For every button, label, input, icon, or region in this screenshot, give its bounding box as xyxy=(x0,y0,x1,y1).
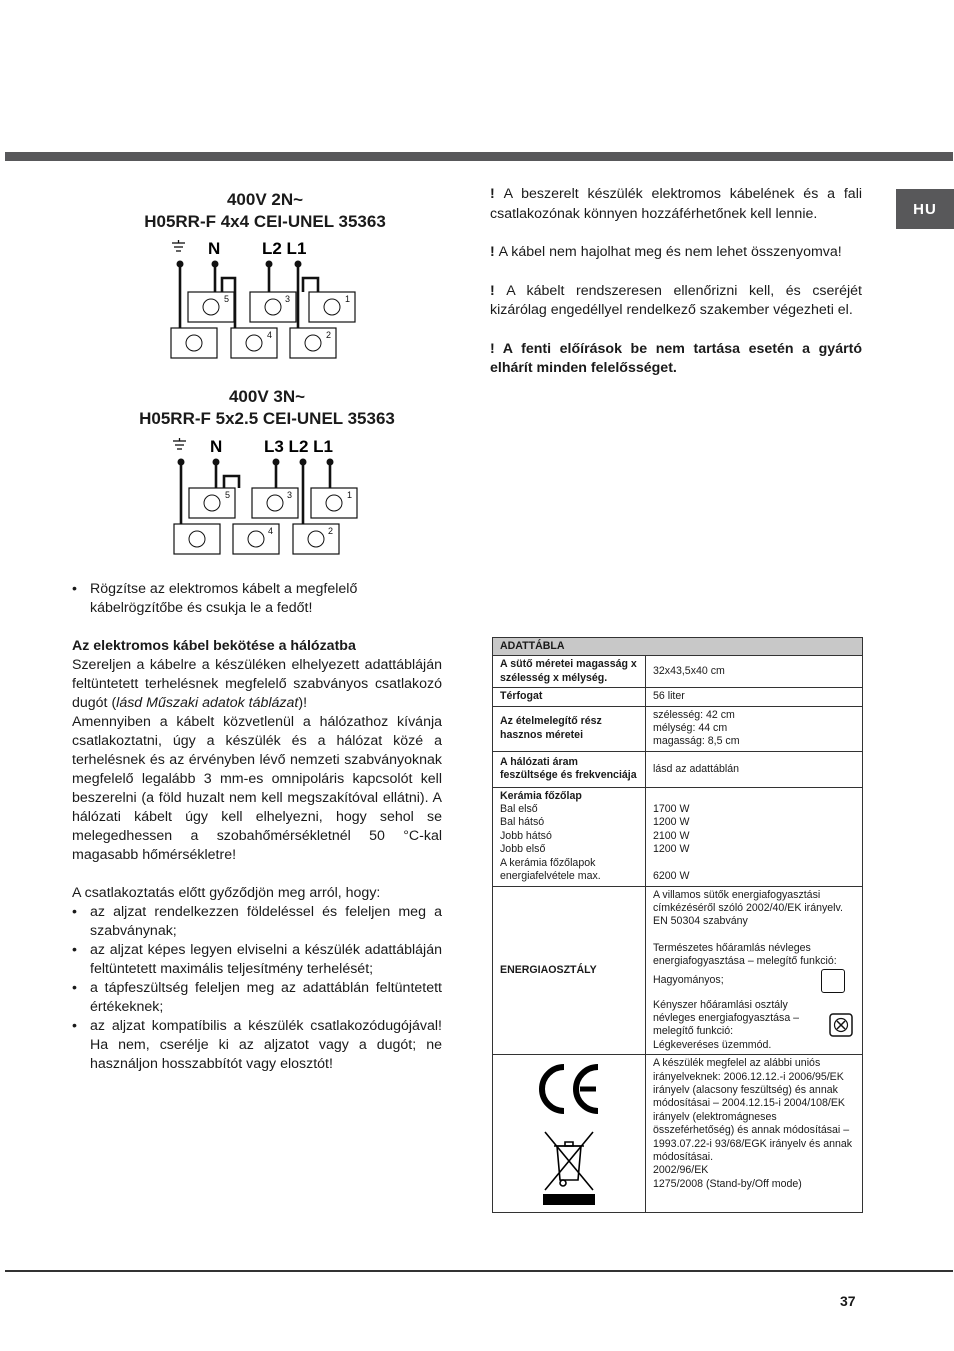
wiring-title-2 xyxy=(117,386,417,430)
note: ! A fenti előírások be nem tartása esetén a gyártó elhárít minden felelősséget. xyxy=(490,340,862,376)
wiring-voltage-2: 400V 3N~ xyxy=(228,387,306,406)
conventional-mode-icon xyxy=(821,969,845,993)
table-row: ENERGIAOSZTÁLY A villamos sütők energiafogyasztási címkézéséről szóló 2002/40/EK irányelv. EN 50304 szabvány Természetes hőáramlás névleges energiafogyasztása – melegítő funkció: Hagyományos; Kényszer hőáramlási osztály névleges energiafogyasztása – melegítő funkció: Légkeveréses üzemmód. xyxy=(493,886,863,1055)
check-list xyxy=(72,903,442,1074)
list-item: • az aljzat képes legyen elviselni a készülék adattábláján feltüntetett maximális teljesítmény terhelését; xyxy=(72,941,442,979)
terminal-number: 4 xyxy=(268,526,274,536)
note: ! A kábelt rendszeresen ellenőrizni kell, és cseréjét kizárólag engedéllyel rendelkező szakember végezheti el. xyxy=(490,282,862,318)
wiring-cable-1: H05RR-F 4x4 CEI-UNEL 35363 xyxy=(144,212,386,231)
terminal-number: 2 xyxy=(326,330,332,340)
table-row: Térfogat 56 liter xyxy=(493,688,863,706)
terminal-number: 4 xyxy=(267,330,273,340)
list-item: • Rögzítse az elektromos kábelt a megfelelő kábelrögzítőbe és csukja le a fedőt! xyxy=(72,580,442,618)
weee-bin-icon xyxy=(541,1128,597,1206)
wiring-title-1 xyxy=(120,189,410,233)
fan-mode-icon xyxy=(829,1013,853,1037)
wiring-label-phases-1: L2 L1 xyxy=(262,239,307,258)
cable-bullet-list xyxy=(72,580,442,618)
note: ! A beszerelt készülék elektromos kábelének és a fali csatlakozónak könnyen hozzáférhetőnek kell lennie. xyxy=(490,186,862,222)
left-column xyxy=(72,580,442,1074)
section-heading: Az elektromos kábel bekötése a hálózatba xyxy=(72,638,356,654)
terminal-number: 1 xyxy=(347,490,353,500)
terminal-number: 1 xyxy=(345,294,351,304)
table-row: Az ételmelegítő rész hasznos méretei szélesség: 42 cm mélység: 44 cm magasság: 8,5 cm xyxy=(493,706,863,751)
wiring-voltage-1: 400V 2N~ xyxy=(226,190,304,209)
table-row: A hálózati áram feszültsége és frekvenciája lásd az adattáblán xyxy=(493,751,863,787)
terminal-number: 5 xyxy=(224,294,230,304)
list-item: • a tápfeszültség feleljen meg az adattáblán feltüntetett értékeknek; xyxy=(72,979,442,1017)
wiring-diagram-1 xyxy=(160,234,370,364)
language-tab: HU xyxy=(896,189,954,229)
paragraph: Amennyiben a kábelt közvetlenül a hálózathoz kívánja csatlakoztatni, úgy a készülék és a hálózat közé a terhelésnek és az érvényben lévő nemzeti szabványoknak megfelelő legalább 3 mm-es omnipoláris kapcsolót kell beszerelni (a föld huzalt nem kell megszakítóval ellátni). A hálózati kábelt úgy kell elhelyezni, hogy sehol se melegedhessen a szobahőmérsékletnél 50 °C-kal magasabb hőmérsékletre! xyxy=(72,714,442,863)
list-item: • az aljzat kompatíbilis a készülék csatlakozódugójával! Ha nem, cserélje ki az aljzatot vagy a dugót; ne használjon hosszabbítót vagy elosztót! xyxy=(72,1017,442,1074)
page-number: 37 xyxy=(840,1293,856,1309)
footer-rule xyxy=(5,1270,953,1272)
terminal-number: 3 xyxy=(285,294,291,304)
header-bar xyxy=(5,152,953,161)
paragraph: Szereljen a kábelre a készüléken elhelyezett adattábláján feltüntetett terhelésnek megfelelő szabványos csatlakozó dugót (lásd Műszaki adatok táblázat)! xyxy=(72,657,442,711)
terminal-number: 5 xyxy=(225,490,231,500)
right-column xyxy=(490,185,862,398)
wiring-label-n-2: N xyxy=(210,437,223,456)
list-item: • az aljzat rendelkezzen földeléssel és feleljen meg a szabványnak; xyxy=(72,903,442,941)
terminal-number: 2 xyxy=(328,526,334,536)
check-intro: A csatlakoztatás előtt győződjön meg arról, hogy: xyxy=(72,885,381,901)
ce-mark-icon xyxy=(534,1061,604,1117)
terminal-number: 3 xyxy=(287,490,293,500)
note: ! A kábel nem hajolhat meg és nem lehet összenyomva! xyxy=(490,244,842,260)
table-title: ADATTÁBLA xyxy=(493,638,863,656)
data-table xyxy=(492,637,863,1213)
table-row: A készülék megfelel az alábbi uniós irányelveknek: 2006.12.12.-i 2006/95/EK irányelv (alacsony feszültség) és annak módosításai – 2004.12.15-i 2004/108/EK irányelv (elektromágneses összeférhetőség) és annak módosításai – 1993.07.22-i 93/68/EGK irányelv és annak módosításai. 2002/96/EK 1275/2008 (Stand-by/Off mode) xyxy=(493,1055,863,1213)
wiring-label-phases-2: L3 L2 L1 xyxy=(264,437,333,456)
table-row: A sütő méretei magasság x szélesség x mélység. 32x43,5x40 cm xyxy=(493,656,863,688)
wiring-label-n-1: N xyxy=(208,239,221,258)
wiring-diagram-2 xyxy=(163,432,373,562)
table-row: Kerámia főzőlap Bal első Bal hátsó Jobb hátsó Jobb első A kerámia főzőlapok energiafelvétele max. 1700 W 1200 W 2100 W 1200 W 6200 W xyxy=(493,787,863,886)
wiring-cable-2: H05RR-F 5x2.5 CEI-UNEL 35363 xyxy=(139,409,395,428)
